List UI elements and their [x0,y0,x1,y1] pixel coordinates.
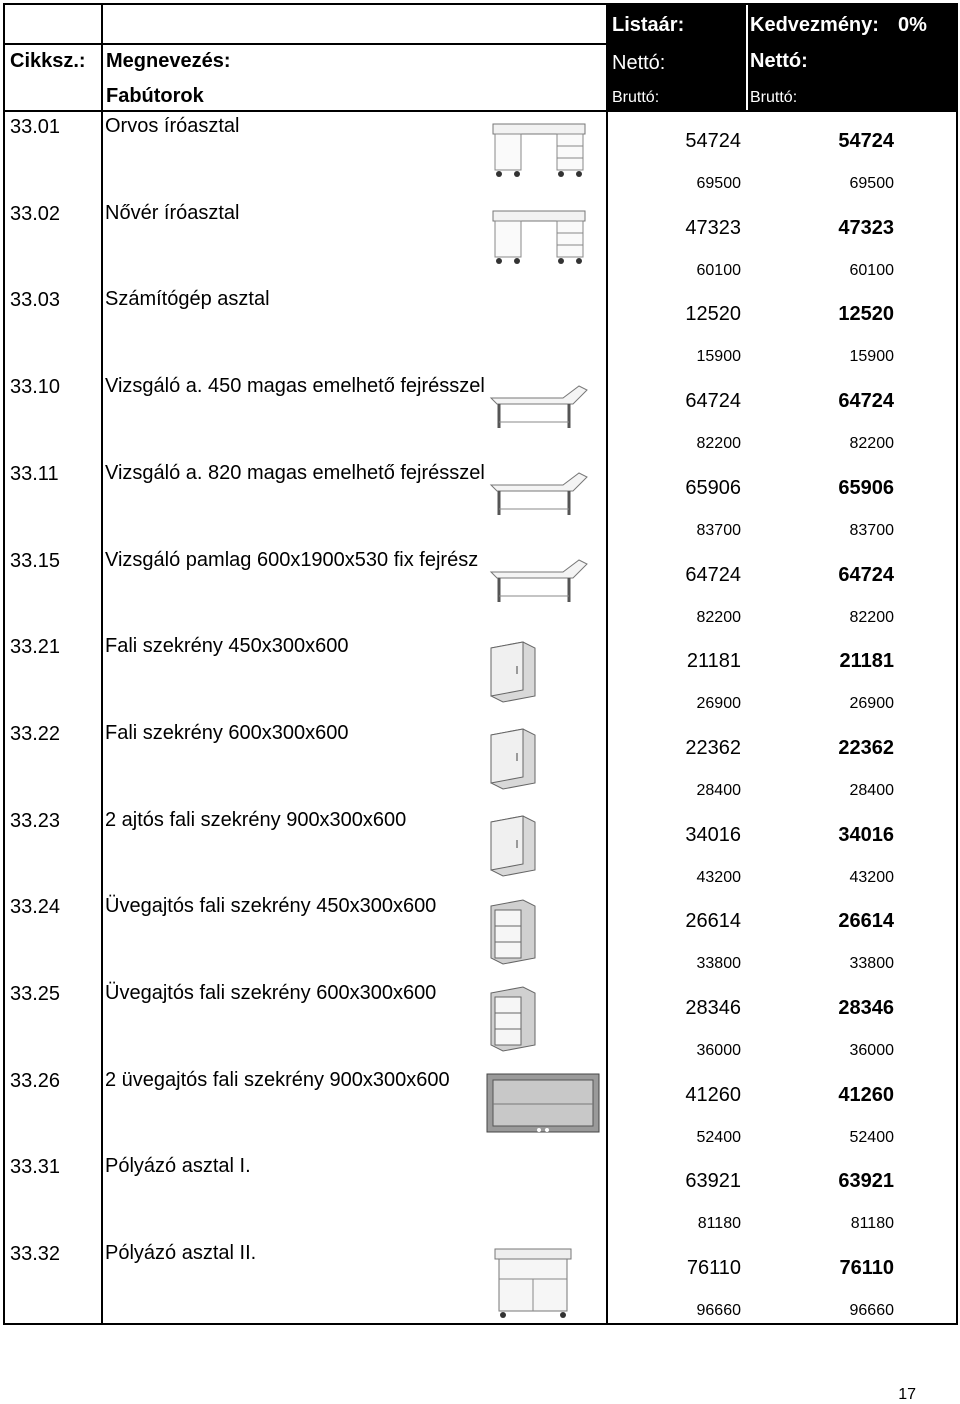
gross-price-discounted: 28400 [849,781,894,799]
table-row [5,804,956,891]
cabinet-icon [483,810,543,885]
net-price-discounted: 28346 [838,997,894,1019]
item-name: Nővér íróasztal [105,201,240,224]
shelf-cabinet-icon [483,983,543,1058]
kedvezmeny-label: Kedvezmény: [750,14,879,36]
cabinet-icon [483,636,543,711]
exam-table-icon [483,463,593,528]
glass-cabinet-icon [483,1070,603,1145]
item-name: Számítógép asztal [105,288,270,311]
item-name: Pólyázó asztal II. [105,1242,257,1265]
item-code: 33.15 [10,549,61,572]
table-row [5,110,956,197]
gross-price: 69500 [696,175,741,192]
gross-price: 82200 [696,435,741,453]
item-code: 33.26 [10,1069,61,1092]
item-code: 33.10 [10,376,61,399]
gross-price: 81180 [697,1215,741,1233]
item-name: Üvegajtós fali szekrény 600x300x600 [105,982,437,1004]
net-price: 41260 [685,1083,741,1106]
net-price: 63921 [685,1170,741,1193]
gross-price-discounted: 26900 [849,695,894,713]
brutto-discount-label: Bruttó: [750,89,798,106]
item-code: 33.24 [10,896,61,919]
item-name: 2 ajtós fali szekrény 900x300x600 [105,808,407,831]
gross-price: 82200 [696,608,741,626]
item-code: 33.01 [10,116,61,138]
net-price-discounted: 65906 [838,476,894,499]
net-price-discounted: 34016 [838,823,894,846]
megnevezes-label: Megnevezés: [106,50,231,72]
gross-price: 43200 [696,868,741,886]
table-row [5,457,956,544]
item-name: Orvos íróasztal [105,115,240,137]
gross-price-discounted: 52400 [849,1128,894,1146]
gross-price: 96660 [696,1302,741,1320]
table-row [5,1150,956,1237]
net-price-discounted: 47323 [838,216,894,239]
page-number: 17 [898,1386,916,1403]
item-code: 33.02 [10,202,61,225]
net-price-discounted: 64724 [838,563,894,586]
net-price: 28346 [685,997,741,1019]
item-name: Fali szekrény 450x300x600 [105,635,349,658]
changing-table-icon [483,1243,583,1328]
net-price-discounted: 22362 [838,736,894,759]
net-price-discounted: 26614 [838,910,894,933]
gross-price: 33800 [696,955,741,973]
gross-price: 15900 [696,348,741,366]
item-code: 33.11 [10,462,59,485]
table-row [5,1064,956,1151]
gross-price-discounted: 69500 [849,175,894,192]
kedvezmeny-value: 0% [898,14,927,36]
desk-icon [483,116,593,191]
gross-price-discounted: 82200 [849,608,894,626]
gross-price: 52400 [696,1128,741,1146]
net-price-discounted: 54724 [838,130,894,152]
item-code: 33.23 [10,809,61,832]
exam-table-icon [483,550,593,615]
net-price-discounted: 21181 [839,650,894,673]
gross-price: 36000 [696,1042,741,1059]
gross-price-discounted: 36000 [849,1042,894,1059]
item-name: Üvegajtós fali szekrény 450x300x600 [105,895,437,918]
net-price: 65906 [685,476,741,499]
item-code: 33.21 [10,636,61,659]
gross-price: 26900 [696,695,741,713]
net-price: 64724 [685,563,741,586]
desk-icon [483,203,593,278]
table-row [5,197,956,284]
table-row [5,370,956,457]
gross-price-discounted: 83700 [849,521,894,539]
gross-price: 83700 [696,521,741,539]
table-row [5,544,956,631]
cikksz-label: Cikksz.: [10,50,86,72]
net-price-discounted: 64724 [838,390,894,413]
item-name: Vizsgáló pamlag 600x1900x530 fix fejrész [105,548,479,571]
net-price: 21181 [686,650,741,673]
item-name: 2 üvegajtós fali szekrény 900x300x600 [105,1068,450,1091]
net-price: 64724 [685,390,741,413]
item-code: 33.03 [10,289,61,312]
gross-price-discounted: 15900 [849,348,894,366]
item-name: Vizsgáló a. 820 magas emelhető fejrésszel [105,461,485,484]
net-price: 34016 [685,823,741,846]
item-name: Fali szekrény 600x300x600 [105,721,349,744]
netto-label: Nettó: [612,52,666,74]
gross-price-discounted: 33800 [849,955,894,973]
net-price: 22362 [685,736,741,759]
net-price-discounted: 63921 [838,1170,894,1193]
gross-price-discounted: 43200 [849,868,894,886]
col-divider [746,5,748,112]
item-code: 33.22 [10,722,61,745]
gross-price: 60100 [696,261,741,279]
net-price-discounted: 76110 [839,1257,894,1280]
table-row [5,1237,956,1324]
table-row [5,890,956,977]
table-row [5,283,956,370]
gross-price-discounted: 82200 [849,435,894,453]
net-price: 12520 [685,303,741,326]
netto-discount-label: Nettó: [750,50,808,72]
net-price: 54724 [685,130,741,152]
table-row [5,630,956,717]
net-price-discounted: 41260 [838,1083,894,1106]
item-name: Pólyázó asztal I. [105,1155,251,1178]
category-title: Fabútorok [106,85,204,107]
net-price-discounted: 12520 [838,303,894,326]
net-price: 76110 [686,1257,741,1280]
item-code: 33.32 [10,1243,61,1266]
net-price: 47323 [685,216,741,239]
item-code: 33.31 [10,1156,61,1179]
exam-table-icon [483,376,593,441]
table-row [5,717,956,804]
gross-price-discounted: 96660 [849,1302,894,1320]
table-row [5,977,956,1064]
net-price: 26614 [685,910,741,933]
gross-price-discounted: 60100 [849,261,894,279]
item-name: Vizsgáló a. 450 magas emelhető fejrésszel [105,375,485,398]
item-code: 33.25 [10,983,61,1005]
shelf-cabinet-icon [483,896,543,971]
listar-label: Listaár: [612,14,685,36]
brutto-label: Bruttó: [612,89,660,106]
cabinet-icon [483,723,543,798]
price-list-table [3,3,958,1325]
gross-price: 28400 [696,781,741,799]
gross-price-discounted: 81180 [850,1215,894,1233]
